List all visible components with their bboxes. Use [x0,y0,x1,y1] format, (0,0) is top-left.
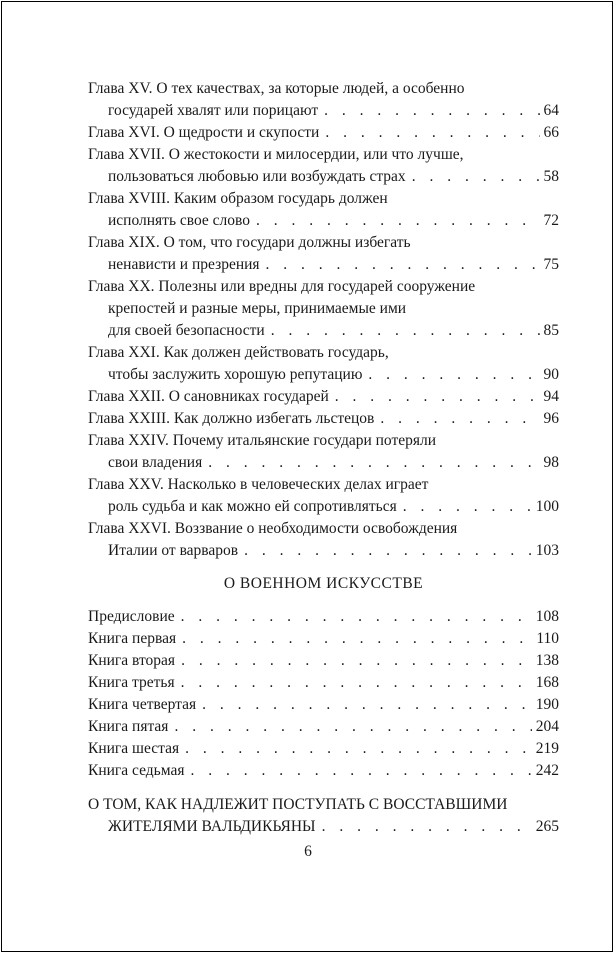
toc-entry-page: 85 [543,322,559,339]
toc-entry-line [88,474,559,496]
toc-entry [88,408,559,430]
toc-entry-page: 168 [535,674,559,691]
toc-entry [88,518,559,562]
toc-entry-title: Глава XVII. О жестокости и милосердии, или что лучше, [88,146,464,163]
toc-entry [88,760,559,782]
toc-entry-page: 110 [536,630,559,647]
dot-leader [271,320,540,342]
toc-entry-title: Глава XXIII. Как должно избегать льстецов [88,410,375,427]
toc-entry-title: Книга вторая [88,652,176,669]
toc-entry [88,232,559,276]
toc-entry [88,672,559,694]
toc-part-valdichiana [88,794,559,838]
toc-entry-title: ненависти и презрения [108,256,260,273]
dot-leader [202,694,532,716]
toc-entry-title: Предисловие [88,608,175,625]
toc-entry-line [88,694,559,716]
toc-entry [88,474,559,518]
toc-entry-page: 96 [543,410,559,427]
toc-entry-line [88,816,559,838]
toc-entry-title: крепостей и разные меры, принимаемые ими [108,300,407,317]
toc-entry-line [88,606,559,628]
toc-entry-title: Глава XVIII. Каким образом государь должен [88,190,388,207]
toc-entry [88,794,559,838]
toc-entry [88,738,559,760]
toc-entry-page: 108 [535,608,559,625]
toc-entry-line [88,650,559,672]
toc-entry-page: 90 [543,366,559,383]
toc-entry-line [88,342,559,364]
toc-entry-title: Книга третья [88,674,175,691]
toc-entry-title: Глава XXII. О сановниках государей [88,388,329,405]
toc-entry-page: 72 [543,212,559,229]
toc-entry-page: 94 [543,388,559,405]
dot-leader [324,100,539,122]
toc-entry [88,430,559,474]
toc-entry-line [88,254,559,276]
toc-entry-line [88,794,559,816]
toc-entry-line [88,496,559,518]
dot-leader [208,452,539,474]
table-of-contents [88,78,559,838]
toc-entry-title: свои владения [108,454,203,471]
section-heading: О ВОЕННОМ ИСКУССТВЕ [223,575,424,592]
toc-entry-title: Глава XX. Полезны или вредны для государей сооружение [88,278,476,295]
dot-leader [322,816,532,838]
toc-entry-line [88,430,559,452]
toc-entry-page: 138 [535,652,559,669]
dot-leader [380,408,539,430]
toc-entry-title: Глава XXVI. Воззвание о необходимости освобождения [88,520,458,537]
toc-entry-line [88,122,559,144]
toc-entry-line [88,672,559,694]
dot-leader [185,738,532,760]
toc-entry-line [88,716,559,738]
section-gap [88,782,559,794]
dot-leader [412,166,540,188]
toc-entry-title: Глава XXI. Как должен действовать государь, [88,344,389,361]
toc-entry-line [88,232,559,254]
toc-entry [88,386,559,408]
toc-part-art-of-war [88,606,559,782]
dot-leader [182,628,532,650]
toc-entry-line [88,144,559,166]
toc-entry-line [88,628,559,650]
toc-entry-title: Глава XIX. О том, что государи должны избегать [88,234,411,251]
toc-entry-page: 219 [535,740,559,757]
toc-entry-title: ЖИТЕЛЯМИ ВАЛЬДИКЬЯНЫ [108,818,316,835]
dot-leader [368,364,539,386]
toc-entry-title: государей хвалят или порицают [108,102,319,119]
toc-entry-line [88,188,559,210]
toc-entry-page: 66 [543,124,559,141]
toc-entry-line [88,408,559,430]
toc-entry [88,78,559,122]
toc-entry-page: 265 [535,818,559,835]
toc-entry [88,628,559,650]
dot-leader [256,210,539,232]
toc-entry-title: Книга первая [88,630,177,647]
toc-entry-title: Книга шестая [88,740,180,757]
toc-entry-line [88,298,559,320]
toc-entry-title: исполнять свое слово [108,212,251,229]
dot-leader [181,650,532,672]
toc-entry-line [88,100,559,122]
toc-entry-title: Глава XV. О тех качествах, за которые людей, а особенно [88,80,465,97]
toc-entry-title: О ТОМ, КАК НАДЛЕЖИТ ПОСТУПАТЬ С ВОССТАВШИМИ [88,796,508,813]
toc-entry-title: пользоваться любовью или возбуждать страх [108,168,406,185]
toc-entry-page: 204 [535,718,559,735]
dot-leader [190,760,531,782]
toc-entry-title: для своей безопасности [108,322,265,339]
toc-entry [88,122,559,144]
dot-leader [403,496,532,518]
toc-entry-title: чтобы заслужить хорошую репутацию [108,366,363,383]
page-number: 6 [304,843,312,860]
toc-entry-line [88,518,559,540]
toc-entry-title: Италии от варваров [108,542,239,559]
toc-entry-line [88,166,559,188]
toc-part-prince [88,78,559,562]
toc-entry-title: Книга седьмая [88,762,185,779]
toc-entry [88,650,559,672]
toc-entry-page: 64 [543,102,559,119]
toc-entry [88,144,559,188]
toc-entry-line [88,320,559,342]
toc-entry-line [88,540,559,562]
toc-entry [88,694,559,716]
toc-entry-line [88,452,559,474]
toc-entry-page: 58 [543,168,559,185]
toc-entry-line [88,276,559,298]
toc-entry-title: Книга пятая [88,718,169,735]
toc-entry [88,276,559,342]
toc-entry-page: 100 [535,498,559,515]
dot-leader [335,386,540,408]
toc-entry-title: Глава XVI. О щедрости и скупости [88,124,320,141]
dot-leader [325,122,539,144]
toc-entry-title: роль судьба и как можно ей сопротивляться [108,498,397,515]
toc-entry-line [88,386,559,408]
toc-entry-line [88,78,559,100]
toc-entry-page: 98 [543,454,559,471]
toc-entry-page: 190 [535,696,559,713]
toc-entry-line [88,738,559,760]
toc-entry-line [88,210,559,232]
dot-leader [266,254,540,276]
dot-leader [174,716,531,738]
toc-entry-title: Глава XXIV. Почему итальянские государи потеряли [88,432,437,449]
toc-entry-line [88,364,559,386]
dot-leader [181,672,532,694]
toc-entry [88,342,559,386]
toc-entry-page: 75 [543,256,559,273]
toc-entry-line [88,760,559,782]
toc-entry-title: Книга четвертая [88,696,197,713]
dot-leader [244,540,532,562]
toc-entry [88,716,559,738]
dot-leader [181,606,532,628]
toc-entry [88,606,559,628]
toc-entry-page: 242 [535,762,559,779]
toc-entry-page: 103 [535,542,559,559]
toc-entry [88,188,559,232]
toc-entry-title: Глава XXV. Насколько в человеческих делах играет [88,476,429,493]
